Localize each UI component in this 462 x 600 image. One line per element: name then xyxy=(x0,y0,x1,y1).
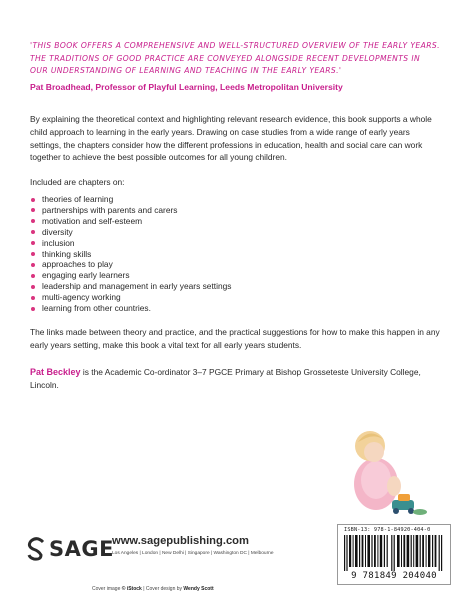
list-item: leadership and management in early years settings xyxy=(30,281,231,292)
publisher-cities: Los Angeles | London | New Delhi | Singapore | Washington DC | Melbourne xyxy=(112,551,274,556)
list-item: diversity xyxy=(30,227,231,238)
isbn-barcode xyxy=(337,524,451,585)
links-paragraph: The links made between theory and practice, and the practical suggestions for how to make this happen in any early years setting, make this book a vital text for all early years students. xyxy=(30,327,440,350)
list-item: theories of learning xyxy=(30,194,231,205)
cover-image-label: Cover image xyxy=(92,586,122,592)
cover-credits xyxy=(92,586,214,592)
cover-photo-child-playing xyxy=(336,422,446,518)
isbn-label: ISBN-13: 978-1-84920-404-0 xyxy=(344,527,431,533)
list-item: multi-agency working xyxy=(30,292,231,303)
author-bio xyxy=(30,366,442,392)
sage-swirl-icon xyxy=(27,537,47,561)
endorsement-quote: 'THIS BOOK OFFERS A COMPREHENSIVE AND WELL-STRUCTURED OVERVIEW OF THE EARLY YEARS. THE TRADITIONS OF GOOD PRACTICE ARE CONVEYED ALONGSIDE RECENT DEVELOPMENTS IN OUR UNDERSTANDING OF LEARNING AND TEACHING IN THE EARLY YEARS.' xyxy=(30,41,440,75)
list-item: thinking skills xyxy=(30,249,231,260)
list-item: approaches to play xyxy=(30,259,231,270)
list-item: inclusion xyxy=(30,238,231,249)
list-item: motivation and self-esteem xyxy=(30,216,231,227)
credits-separator: | xyxy=(141,586,146,592)
author-bio-text: is the Academic Co-ordinator 3–7 PGCE Primary at Bishop Grosseteste University College, Lincoln. xyxy=(30,367,421,390)
cover-designer: Wendy Scott xyxy=(183,586,214,592)
endorsement-attribution: Pat Broadhead, Professor of Playful Learning, Leeds Metropolitan University xyxy=(30,82,343,92)
list-item: partnerships with parents and carers xyxy=(30,205,231,216)
author-name: Pat Beckley xyxy=(30,367,81,377)
cover-image-credit: © iStock xyxy=(121,586,142,592)
chapters-list xyxy=(30,194,231,314)
sage-logo-text: SAGE xyxy=(49,537,114,561)
list-item: engaging early learners xyxy=(30,270,231,281)
sage-logo xyxy=(27,535,114,563)
list-item: learning from other countries. xyxy=(30,303,231,314)
publisher-website[interactable]: www.sagepublishing.com xyxy=(112,535,249,547)
chapters-lead: Included are chapters on: xyxy=(30,177,125,187)
intro-paragraph: By explaining the theoretical context and highlighting relevant research evidence, this book supports a whole child approach to learning in the early years. Drawing on case studies from a wide range of early years settings, the chapters consider how the different professions in education, health and social care can work together to achieve the best possible outcomes for all young children. xyxy=(30,114,432,163)
child-playing-image xyxy=(336,422,446,518)
isbn-digits: 9 781849 204040 xyxy=(351,571,437,581)
barcode-bars xyxy=(344,535,444,571)
cover-design-label: Cover design by xyxy=(145,586,184,592)
